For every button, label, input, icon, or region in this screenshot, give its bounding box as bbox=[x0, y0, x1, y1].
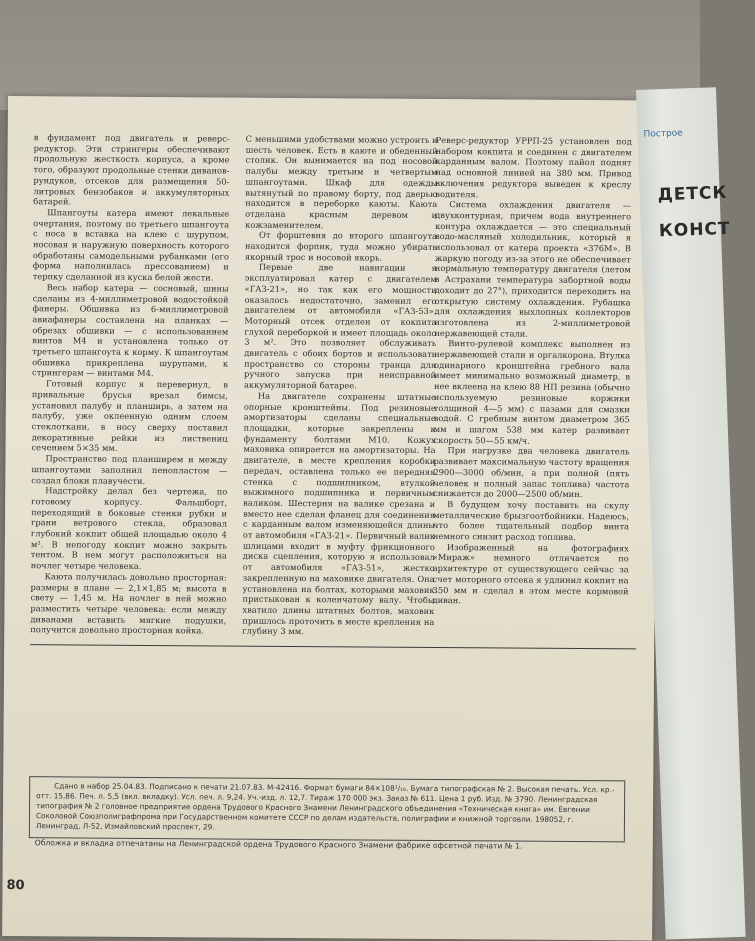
text-column-3 bbox=[432, 134, 632, 606]
background-surface bbox=[0, 0, 700, 110]
paragraph: Готовый корпус я перевернул, в привальные брусья врезал бимсы, установил палубу и планширь, а затем на палубу, уже оклеенную одним слоем стеклоткани, в носу сверху поставил декоративные рейки из листвениц сечением 5×35 мм. bbox=[31, 378, 229, 454]
page-number: 80 bbox=[6, 878, 25, 894]
imprint-text: Сдано в набор 25.04.83. Подписано к печати 21.07.83. М-42416. Формат бумаги 84×108¹/₁₆. Бумага типографская № 2. Высокая печать. Усл. кр.-отт. 15,86. Печ. л. 5,5 (вкл. вкладку). Усл. печ. л. 9,24. Уч.-изд. л. 12,7. Тираж 170 000 экз. Заказ № 611. Цена 1 руб. Изд. № 3790. Ленинградская типография № 2 головное предприятие ордена Трудового Красного Знамени Ленинградского объединения «Техническая книга» им. Евгении Соколовой Союзполиграфпрома при Государственном комитете СССР по делам издательств, полиграфии и книжной торговли. 198052, г. Ленинград, Л-52, Измайловский проспект, 29. bbox=[35, 781, 615, 832]
paragraph: в фундамент под двигатель и реверс-редуктор. Эти стрингеры обеспечивают продольную жесткость корпуса, а кроме того, образуют продольные стенки диванов-рундуков, отсеков для размещения 50-литровых бензобаков и аккумуляторных батарей. bbox=[33, 132, 230, 207]
paragraph: При нагрузке два человека двигатель развивает максимальную частоту вращения 2900—3000 об/мин, а при полной (пять человек и полный запас топлива) частота снижается до 2000—2500 об/мин. bbox=[433, 445, 630, 500]
paragraph: От форштевня до второго шпангоута находится форпик, туда можно убирать якорный трос и носовой якорь. bbox=[244, 230, 438, 263]
text-column-2 bbox=[242, 133, 438, 637]
paragraph: С меньшими удобствами можно устроить и шесть человек. Есть в каюте и обеденный столик. Он вынимается на под носовой палубы между третьим и четвертым шпангоутами. Шкаф для одежды вытянутый по правому борту, под дверью находится в переборке каюты. Каюта отделана красным деревом и кожзаменителем. bbox=[245, 133, 438, 230]
cover-print-note: Обложка и вкладка отпечатаны на Ленинградской ордена Трудового Красного Знамени фабрике офсетной печати № 1. bbox=[34, 838, 523, 851]
imprint-box bbox=[29, 776, 625, 842]
paragraph: Весь набор катера — сосновый, шины сделаны из 4-миллиметровой водостойкой фанеры. Обшивка из 6-миллиметровой авиафанеры составлена на планках — обрезах обшивки — с использованием винтов М4 и установлена только от третьего шпангоута к корму. К шпангоутам обшивка прикреплена шурупами, к стрингерам — винтами М4. bbox=[32, 282, 229, 379]
paragraph: Первые две навигации я эксплуатировал катер с двигателем «ГАЗ-21», но так как его мощности оказалось недостаточно, заменил его двигателем от автомобиля «ГАЗ-53». Моторный отсек отделен от кокпита глухой переборкой и имеет площадь около 3 м². Это позволяет обслуживать двигатель с обоих бортов и использовать пространство со стороны транца для ручного запуска при неисправной аккумуляторной батарее. bbox=[243, 262, 437, 391]
adjacent-title-line: ДЕТСК bbox=[657, 182, 728, 206]
paragraph: Надстройку делал без чертежа, по готовому корпусу. Фальшборт, переходящий в боковые стенки рубки и грани ветрового стекла, образовал глубокий кокпит общей площадью около 4 м². В непогоду кокпит можно закрыть тентом. В нем могут расположиться на ночлег четыре человека. bbox=[30, 485, 228, 572]
magazine-page bbox=[2, 96, 658, 941]
section-divider bbox=[30, 644, 636, 649]
paragraph: Система охлаждения двигателя — двухконтурная, причем вода внутреннего контура охлаждается — это специальный водо-масляный холодильник, который я использовал от катера проекта «376М». В жаркую погоду из-за этого не обеспечивает нормальную температуру двигателя (летом в Астрахани температура забортной воды доходит до 27°), приходится переходить на открытую систему охлаждения. Рубашка для охлаждения выхлопных коллекторов изготовлена из 2-миллиметровой нержавеющей стали. bbox=[434, 199, 632, 339]
paragraph: Шпангоуты катера имеют лекальные очертания, поэтому по третьего шпангоута с носа в вставка на клею с шурупом, носовая и наружную поверхность которого обработаны самодельными рубанками (его форма наполнилась прессованием) и терпку сделанной из куска белой жести. bbox=[32, 207, 230, 283]
adjacent-page-header: Построе bbox=[643, 128, 683, 140]
paragraph: На двигателе сохранены штатные опорные кронштейны. Под резиновые амортизаторы сделаны специальные площадки, которые закреплены к фундаменту болтами М10. Кожух маховика опирается на амортизаторы. На двигателе, в месте крепления коробки передач, оставлена только ее передняя стенка с подшипником, втулкой выжимного подшипника и первичным валиком. Шестерня на валике срезана и вместо нее сделан фланец для соединения с карданным валом изменяющейся длины от автомобиля «ГАЗ-21». Первичный валик шлицами входит в муфту фрикционного диска сцепления, которую я использовал от автомобиля «ГАЗ-51», жестко закрепленную на маховике двигателя. Она установлена на болтах, которыми маховик пристыкован к коленчатому валу. Чтобы хватило длины штатных болтов, маховик пришлось проточить в месте крепления на глубину 3 мм. bbox=[242, 390, 436, 637]
paragraph: Реверс-редуктор УРРП-25 установлен под набором кокпита и соединен с двигателем карданным валом. Поэтому пайол поднят над основной линией на 380 мм. Привод включения редуктора выведен к креслу водителя. bbox=[435, 134, 632, 199]
paragraph: Каюта получилась довольно просторная: размеры в плане — 2,1×1,85 м; высота в свету — 1,45 м. На ночлег в ней можно разместить четыре человека: если между диванами вставить мягкие подушки, получится довольно просторная койка. bbox=[30, 571, 227, 636]
adjacent-page-title bbox=[657, 175, 731, 249]
text-column-1 bbox=[30, 132, 230, 636]
paragraph: Изображенный на фотографиях «Мираж» немного отличается по архитектуре от существующего сейчас за счет моторного отсека я удлинил кокпит на 350 мм и сделал в этом месте кормовой диван. bbox=[432, 541, 629, 606]
adjacent-title-line: КОНСТ bbox=[658, 218, 731, 242]
paragraph: Пространство под планширем и между шпангоутами заполнил пенопластом — создал блоки плавучести. bbox=[31, 453, 228, 486]
paragraph: В будущем хочу поставить на скулу металлические брызгоотбойники. Надеюсь, что более тщательный подбор винта немного снизит расход топлива. bbox=[432, 498, 630, 542]
paragraph: Винто-рулевой комплекс выполнен из нержавеющей стали и оргалкорона. Втулка одинарного кронштейна гребного вала имеет минимально возможный диаметр, в нее вклеена на клею 88 НП резина (обычно используемую резиновые коржики толщиной 4—5 мм) с пазами для смазки водой. С гребным винтом диаметром 365 мм и шагом 538 мм катер развивает скорость 50—55 км/ч. bbox=[433, 338, 631, 446]
